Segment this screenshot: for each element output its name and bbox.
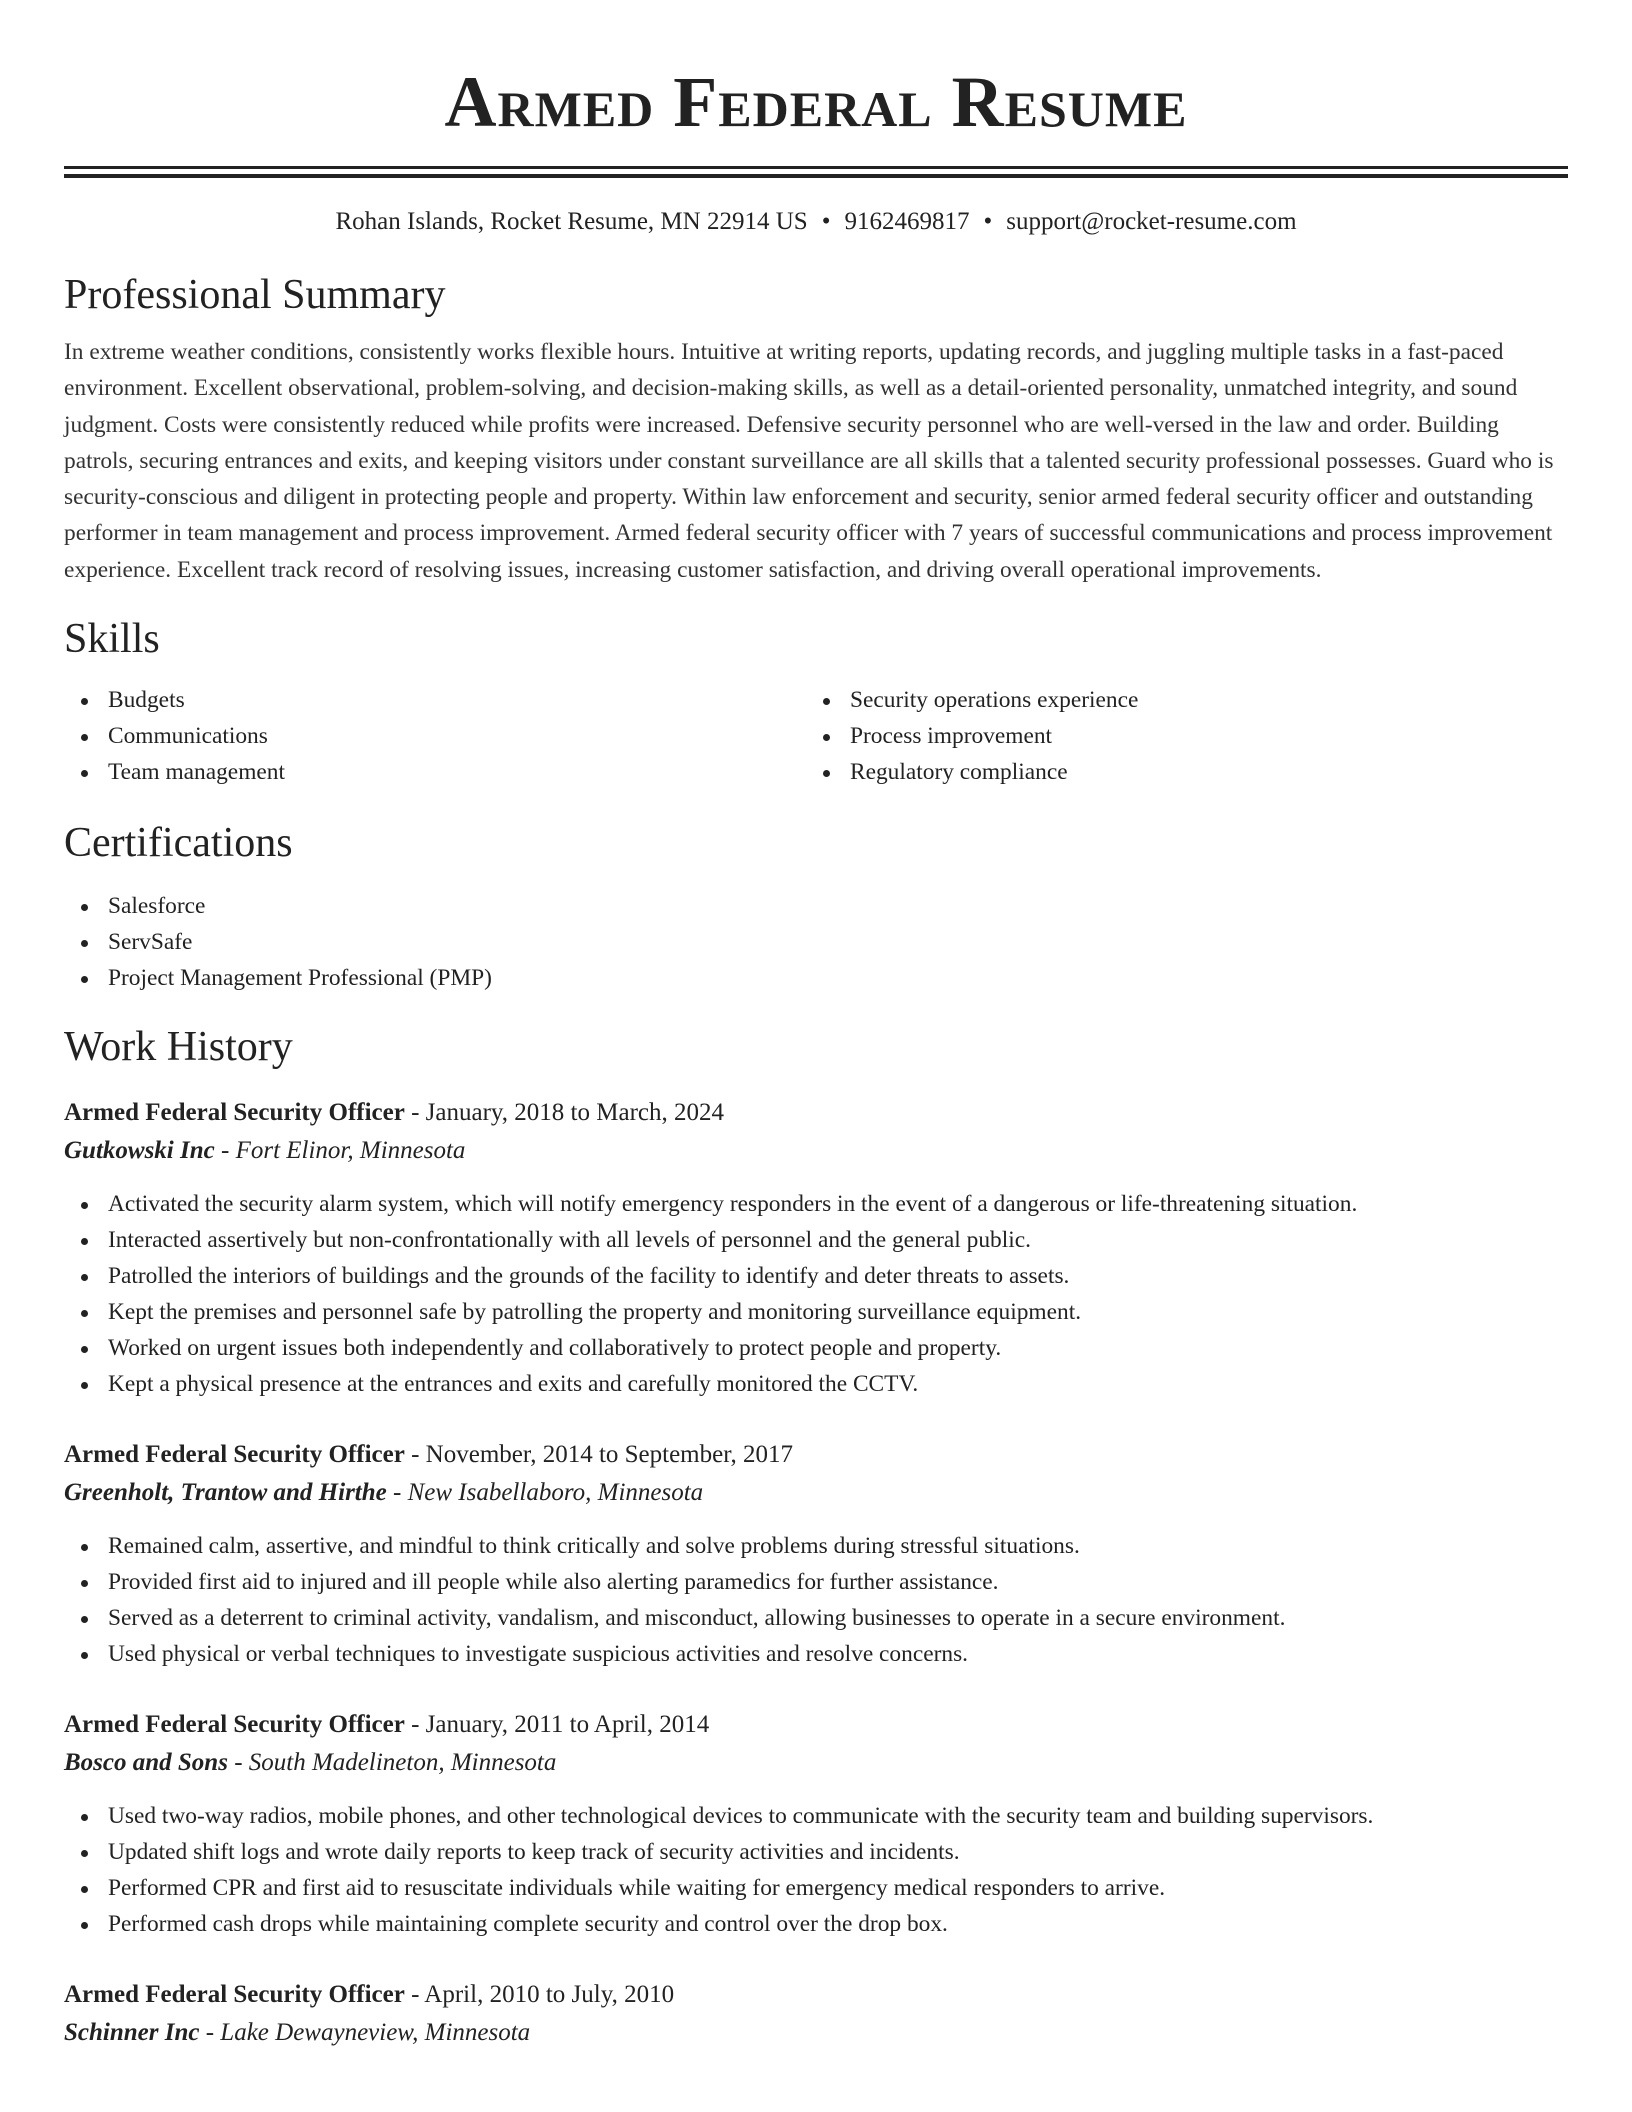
contact-line [64, 206, 1568, 238]
job-duty: Worked on urgent issues both independently and collaboratively to protect people and property. [64, 1330, 1568, 1366]
contact-separator: • [821, 208, 831, 235]
job-duty: Interacted assertively but non-confrontationally with all levels of personnel and the general public. [64, 1222, 1568, 1258]
skills-column-right [806, 682, 1548, 790]
job-employer: Gutkowski Inc - Fort Elinor, Minnesota [64, 1137, 466, 1165]
skill-item: Communications [64, 718, 806, 754]
certifications-list [64, 888, 1568, 996]
contact-separator: • [983, 208, 993, 235]
skill-item: Team management [64, 754, 806, 790]
job-duty: Remained calm, assertive, and mindful to think critically and solve problems during stressful situations. [64, 1528, 1568, 1564]
certifications-heading: Certifications [64, 820, 293, 867]
skill-item: Regulatory compliance [806, 754, 1548, 790]
job-entry [64, 1436, 1568, 1672]
certification-item: ServSafe [64, 924, 1568, 960]
job-duty: Used physical or verbal techniques to investigate suspicious activities and resolve concerns. [64, 1636, 1568, 1672]
summary-text: In extreme weather conditions, consistently works flexible hours. Intuitive at writing reports, updating records, and juggling multiple tasks in a fast-paced environment. Excellent observational, problem-solving, and decision-making skills, as well as a detail-oriented personality, unmatched integrity, and sound judgment. Costs were consistently reduced while profits were increased. Defensive security personnel who are well-versed in the law and order. Building patrols, securing entrances and exits, and keeping visitors under constant surveillance are all skills that a talented security professional possesses. Guard who is security-conscious and diligent in protecting people and property. Within law enforcement and security, senior armed federal security officer and outstanding performer in team management and process improvement. Armed federal security officer with 7 years of successful communications and process improvement experience. Excellent track record of resolving issues, increasing customer satisfaction, and driving overall operational improvements. [64, 339, 1554, 583]
job-company: Greenholt, Trantow and Hirthe [64, 1479, 387, 1507]
skills-heading: Skills [64, 616, 160, 663]
skill-item: Security operations experience [806, 682, 1548, 718]
job-duties-list [64, 1798, 1568, 1942]
job-entry [64, 1706, 1568, 1942]
job-company: Gutkowski Inc [64, 1137, 215, 1165]
job-dates: January, 2018 to March, 2024 [425, 1099, 724, 1127]
job-duty: Served as a deterrent to criminal activity, vandalism, and misconduct, allowing businesses to operate in a secure environment. [64, 1600, 1568, 1636]
job-location: Lake Dewayneview, Minnesota [220, 2019, 531, 2047]
job-company: Bosco and Sons [64, 1749, 228, 1777]
skill-item: Process improvement [806, 718, 1548, 754]
job-location: South Madelineton, Minnesota [248, 1749, 557, 1777]
resume-title: Armed Federal Resume [444, 62, 1188, 142]
job-title: Armed Federal Security Officer [64, 1099, 405, 1127]
job-duty: Patrolled the interiors of buildings and the grounds of the facility to identify and deter threats to assets. [64, 1258, 1568, 1294]
skills-column-left [64, 682, 806, 790]
job-duty: Provided first aid to injured and ill people while also alerting paramedics for further assistance. [64, 1564, 1568, 1600]
work-history-heading: Work History [64, 1024, 293, 1071]
job-duty: Performed cash drops while maintaining complete security and control over the drop box. [64, 1906, 1568, 1942]
job-duty: Activated the security alarm system, which will notify emergency responders in the event of a dangerous or life-threatening situation. [64, 1186, 1568, 1222]
job-location: Fort Elinor, Minnesota [235, 1137, 466, 1165]
job-title: Armed Federal Security Officer [64, 1711, 405, 1739]
job-employer: Bosco and Sons - South Madelineton, Minnesota [64, 1749, 557, 1777]
job-duties-list [64, 1528, 1568, 1672]
job-duty: Performed CPR and first aid to resuscitate individuals while waiting for emergency medical responders to arrive. [64, 1870, 1568, 1906]
skill-item: Budgets [64, 682, 806, 718]
job-dates: January, 2011 to April, 2014 [425, 1711, 710, 1739]
certification-item: Project Management Professional (PMP) [64, 960, 1568, 996]
contact-address: Rohan Islands, Rocket Resume, MN 22914 US [335, 208, 808, 235]
job-employer: Greenholt, Trantow and Hirthe - New Isabellaboro, Minnesota [64, 1479, 704, 1507]
job-duty: Kept the premises and personnel safe by patrolling the property and monitoring surveillance equipment. [64, 1294, 1568, 1330]
job-dates: November, 2014 to September, 2017 [425, 1441, 794, 1469]
job-location: New Isabellaboro, Minnesota [407, 1479, 704, 1507]
contact-phone: 9162469817 [844, 208, 970, 235]
job-entry [64, 1094, 1568, 1402]
job-header: Armed Federal Security Officer - January, 2011 to April, 2014 [64, 1711, 710, 1739]
job-duty: Kept a physical presence at the entrances and exits and carefully monitored the CCTV. [64, 1366, 1568, 1402]
job-header: Armed Federal Security Officer - January, 2018 to March, 2024 [64, 1099, 724, 1127]
summary-heading: Professional Summary [64, 272, 446, 318]
job-duties-list [64, 1186, 1568, 1402]
job-employer: Schinner Inc - Lake Dewayneview, Minnesota [64, 2019, 531, 2047]
job-title: Armed Federal Security Officer [64, 1441, 405, 1469]
contact-email: support@rocket-resume.com [1006, 208, 1297, 235]
job-title: Armed Federal Security Officer [64, 1981, 405, 2009]
job-entry [64, 1976, 1568, 2052]
job-header: Armed Federal Security Officer - November, 2014 to September, 2017 [64, 1441, 794, 1469]
resume-page [64, 0, 1568, 2052]
title-double-rule [64, 166, 1568, 178]
job-dates: April, 2010 to July, 2010 [424, 1981, 675, 2009]
certification-item: Salesforce [64, 888, 1568, 924]
skills-grid [64, 682, 1568, 790]
job-header: Armed Federal Security Officer - April, 2010 to July, 2010 [64, 1981, 675, 2009]
job-duty: Updated shift logs and wrote daily reports to keep track of security activities and incidents. [64, 1834, 1568, 1870]
job-duty: Used two-way radios, mobile phones, and other technological devices to communicate with the security team and building supervisors. [64, 1798, 1568, 1834]
job-company: Schinner Inc [64, 2019, 200, 2047]
